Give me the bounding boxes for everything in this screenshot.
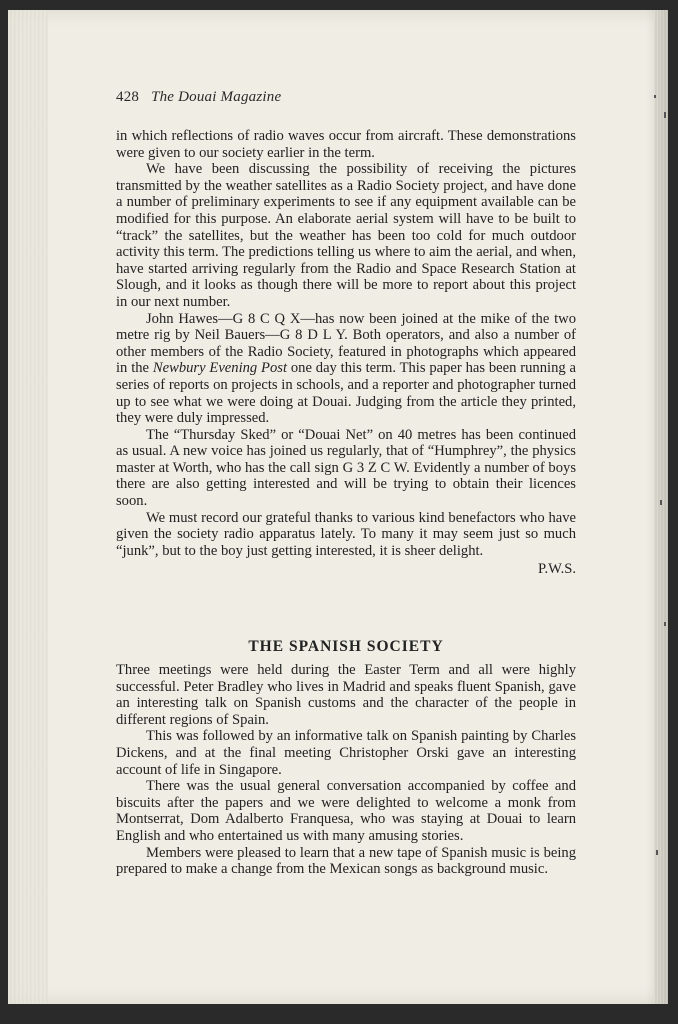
running-header xyxy=(116,89,281,106)
margin-mark xyxy=(664,112,666,118)
margin-mark xyxy=(660,500,662,505)
paragraph: in which reflections of radio waves occur from aircraft. These demonstrations were given to our society earlier in the term. xyxy=(116,128,576,161)
paragraph: We must record our grateful thanks to various kind benefactors who have given the society radio apparatus lately. To many it may seem just so much “junk”, but to the boy just getting interested, it is sheer delight. xyxy=(116,509,576,559)
paragraph: Three meetings were held during the Easter Term and all were highly successful. Peter Bradley who lives in Madrid and speaks fluent Spanish, gave an interesting talk on Spanish customs and the character of the people in different regions of Spain. xyxy=(116,662,576,728)
margin-mark xyxy=(664,622,666,626)
paragraph: We have been discussing the possibility of receiving the pictures transmitted by the weather satellites as a Radio Society project, and have done a number of preliminary experiments to see if any equipment available can be modified for this purpose. An elaborate aerial system will have to be built to “track” the satellites, but the weather has been too cold for much outdoor activity this term. The predictions telling us where to aim the aerial, and when, have started arriving regularly from the Radio and Space Research Station at Slough, and it looks as though there will be more to report about this project in our next number. xyxy=(116,161,576,310)
paragraph: The “Thursday Sked” or “Douai Net” on 40 metres has been continued as usual. A new voice has joined us regularly, that of “Humphrey”, the physics master at Worth, who has the call sign G 3 Z C W. Evidently a number of boys there are also getting interested and will be trying to obtain their licences soon. xyxy=(116,426,576,510)
section-title: THE SPANISH SOCIETY xyxy=(248,638,444,655)
paragraph: There was the usual general conversation accompanied by coffee and biscuits after the papers and we were delighted to welcome a monk from Montserrat, Dom Adalberto Franquesa, who was staying at Douai to learn English and who entertained us with many amusing stories. xyxy=(116,778,576,844)
paragraph: Members were pleased to learn that a new tape of Spanish music is being prepared to make a change from the Mexican songs as background music. xyxy=(116,844,576,878)
page-number: 428 xyxy=(116,89,140,105)
author-signature: P.W.S. xyxy=(538,561,576,578)
magazine-title: The Douai Magazine xyxy=(151,89,282,105)
paragraph-text: one day this term. This paper has been running a series of reports on projects in schools, and a reporter and photographer turned up to see what we were doing at Douai. Judging from the article they printed, they were duly impressed. xyxy=(116,360,576,427)
newspaper-name: Newbury Evening Post xyxy=(152,360,288,377)
margin-mark xyxy=(656,850,658,855)
page-edges-left xyxy=(8,10,48,1004)
paragraph: This was followed by an informative talk on Spanish painting by Charles Dickens, and at the final meeting Christopher Orski gave an interesting account of life in Singapore. xyxy=(116,728,576,778)
margin-mark xyxy=(654,95,656,98)
spanish-society-report xyxy=(116,662,576,878)
radio-society-report xyxy=(116,128,576,578)
paragraph xyxy=(116,311,576,427)
paragraph-text: John Hawes—G 8 C Q X—has now been joined at the mike of the two metre rig by Neil Bauers—G 8 D L Y. Both operators, and also a number of other members of the Radio Society, featured in photographs which appeared in the xyxy=(116,310,576,377)
